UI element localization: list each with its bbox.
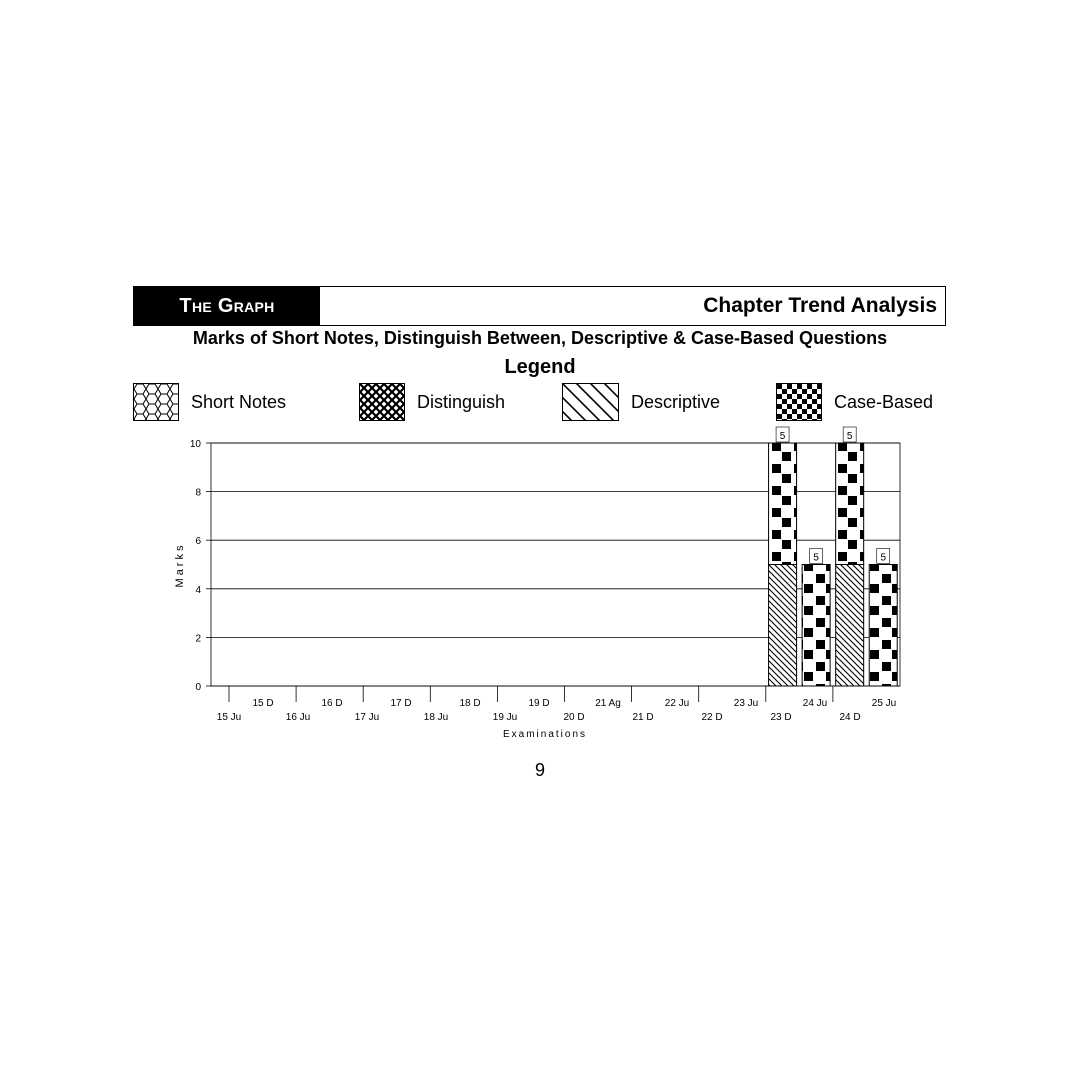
x-tick-label-21-ag: 21 Ag [595, 698, 621, 709]
x-tick-label-19-ju: 19 Ju [492, 712, 518, 723]
x-tick-label-20-d: 20 D [563, 712, 585, 723]
page-number: 9 [534, 760, 545, 780]
y-tick-label-0: 0 [195, 682, 201, 693]
section-title: Chapter Trend Analysis [703, 294, 937, 317]
bar-case-based-24-d [836, 443, 864, 565]
legend-label-case-based: Case-Based [834, 391, 934, 412]
x-tick-label-25-ju: 25 Ju [871, 698, 897, 709]
x-tick-label-16-d: 16 D [321, 698, 343, 709]
x-tick-label-17-d: 17 D [390, 698, 412, 709]
chart-subtitle: Marks of Short Notes, Distinguish Between, Descriptive & Case-Based Questions [192, 328, 888, 348]
x-axis-title: Examinations [502, 729, 588, 740]
x-tick-label-23-ju: 23 Ju [733, 698, 759, 709]
bar-descriptive-24-d [836, 565, 864, 687]
section-label: The Graph [134, 287, 320, 325]
x-tick-label-24-ju: 24 Ju [802, 698, 828, 709]
data-label-case-based-24-ju: 5 [813, 552, 819, 564]
bar-descriptive-23-d [769, 565, 797, 687]
bar-case-based-23-d [769, 443, 797, 565]
x-tick-label-23-d: 23 D [770, 712, 792, 723]
legend-label-distinguish: Distinguish [417, 391, 506, 412]
x-tick-label-17-ju: 17 Ju [354, 712, 380, 723]
y-tick-label-6: 6 [195, 536, 201, 548]
y-tick-label-2: 2 [195, 633, 201, 645]
y-tick-label-4: 4 [195, 584, 201, 596]
x-tick-label-22-ju: 22 Ju [664, 698, 690, 709]
data-label-case-based-24-d: 5 [846, 431, 853, 442]
x-tick-label-15-d: 15 D [252, 698, 274, 709]
y-axis-title: Marks [174, 542, 186, 588]
legend-title: Legend [504, 356, 576, 378]
x-tick-label-24-d: 24 D [839, 712, 861, 723]
data-label-case-based-23-d: 5 [779, 431, 786, 442]
x-tick-label-18-d: 18 D [459, 698, 481, 709]
x-tick-label-21-d: 21 D [632, 712, 654, 723]
x-tick-label-15-ju: 15 Ju [216, 712, 242, 723]
x-tick-label-18-ju: 18 Ju [423, 712, 449, 723]
data-label-case-based-25-ju: 5 [880, 552, 887, 564]
x-tick-label-16-ju: 16 Ju [285, 712, 311, 723]
x-tick-label-22-d: 22 D [701, 712, 723, 723]
y-tick-label-10: 10 [189, 439, 201, 450]
legend-label-short-notes: Short Notes [191, 391, 287, 412]
legend-label-descriptive: Descriptive [631, 391, 721, 412]
bar-case-based-24-ju [802, 565, 830, 687]
bar-case-based-25-ju [869, 565, 897, 687]
x-tick-label-19-d: 19 D [528, 698, 550, 709]
chart-plot [174, 427, 900, 740]
y-tick-label-8: 8 [195, 487, 201, 499]
